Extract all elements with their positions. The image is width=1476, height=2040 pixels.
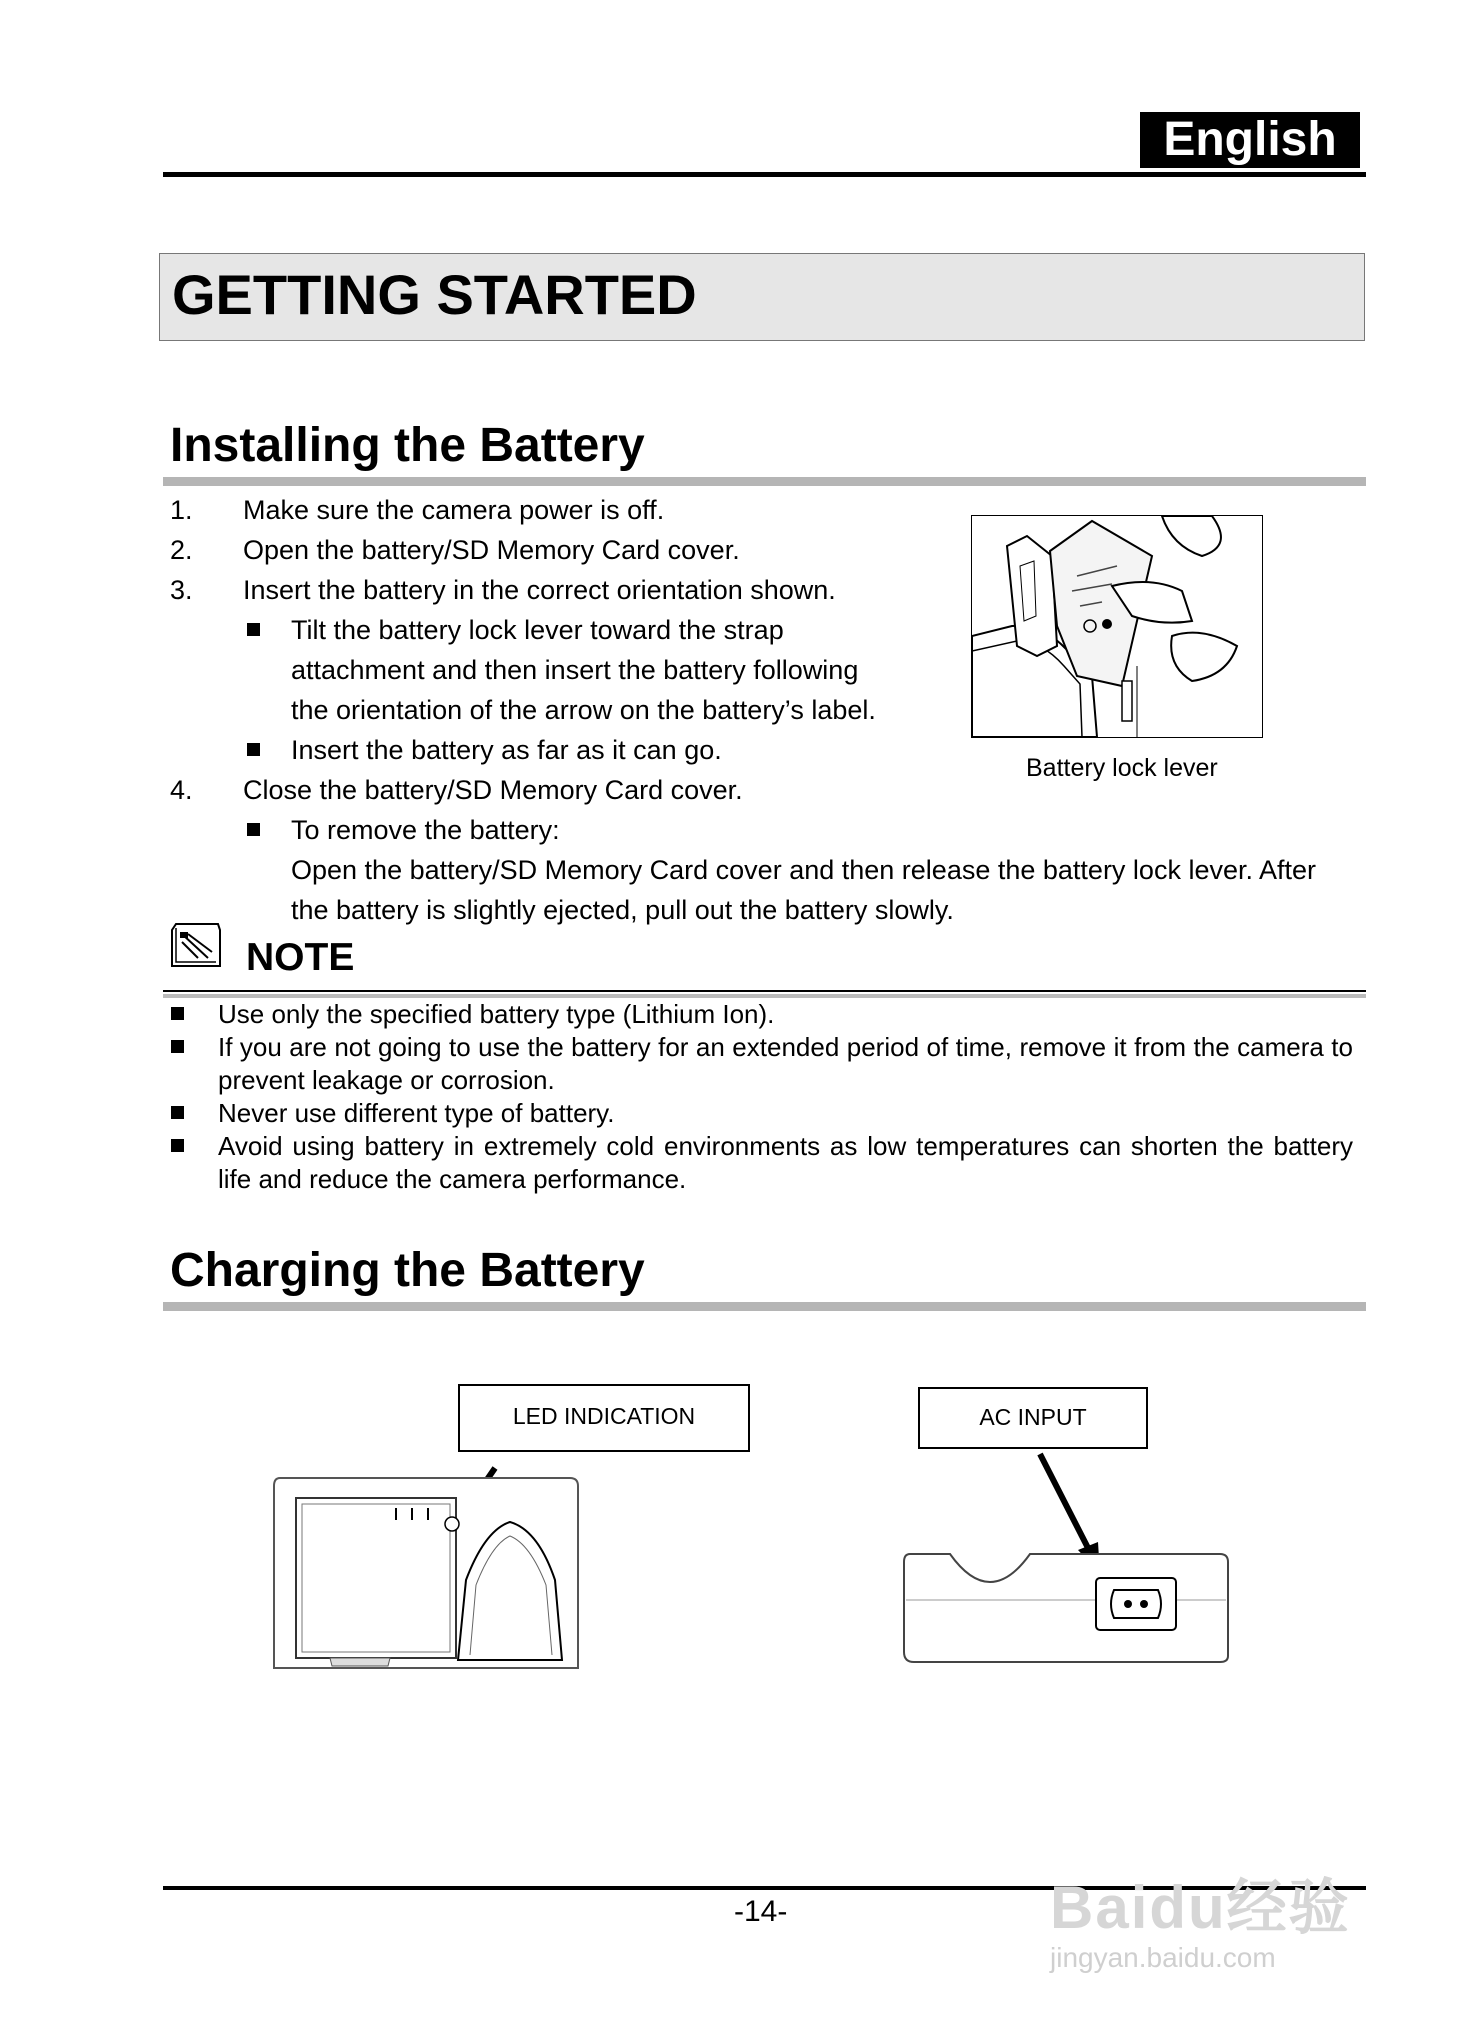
note-item-text: If you are not going to use the battery for an extended period of time, remove it from the camera to prevent leakage or corrosion.: [218, 1032, 1353, 1095]
bullet-icon: [247, 623, 260, 636]
led-indication-label: LED INDICATION: [458, 1384, 750, 1452]
page-title: GETTING STARTED: [172, 263, 697, 326]
camera-battery-illustration: [972, 516, 1262, 737]
header-rule: [163, 172, 1366, 177]
page-title-box: [159, 253, 1365, 341]
note-item: [163, 1130, 1353, 1196]
note-item: [163, 998, 1353, 1031]
language-tag: English: [1140, 112, 1360, 168]
section-rule-installing: [163, 477, 1366, 486]
bullet-line: the orientation of the arrow on the battery’s label.: [291, 695, 876, 725]
note-item: [163, 1097, 1353, 1130]
step-number: 1.: [170, 495, 193, 525]
section-heading-installing: Installing the Battery: [170, 419, 645, 472]
note-heading: NOTE: [246, 936, 355, 979]
bullet-icon: [247, 743, 260, 756]
step-number: 4.: [170, 775, 193, 805]
step-text: Open the battery/SD Memory Card cover.: [243, 535, 740, 565]
battery-install-figure: [971, 515, 1263, 738]
section-rule-charging: [163, 1302, 1366, 1311]
bullet-icon: [171, 1007, 184, 1020]
step-number: 2.: [170, 535, 193, 565]
note-item: [163, 1031, 1353, 1097]
bullet-line: attachment and then insert the battery following: [291, 655, 859, 685]
step-text: Make sure the camera power is off.: [243, 495, 665, 525]
note-list: [163, 998, 1353, 1196]
watermark-url: jingyan.baidu.com: [1050, 1942, 1276, 1973]
page-number: -14-: [734, 1895, 788, 1928]
figure-caption: Battery lock lever: [1026, 754, 1218, 782]
ac-input-label: AC INPUT: [918, 1387, 1148, 1449]
bullet-line: Tilt the battery lock lever toward the strap: [291, 615, 784, 645]
bullet-icon: [171, 1106, 184, 1119]
note-item-text: Never use different type of battery.: [218, 1098, 615, 1128]
step-text: Insert the battery in the correct orientation shown.: [243, 575, 836, 605]
charger-side-view: [900, 1450, 1240, 1680]
note-item-text: Use only the specified battery type (Lithium Ion).: [218, 999, 775, 1029]
bullet-line: the battery is slightly ejected, pull out the battery slowly.: [291, 895, 954, 925]
note-pad-icon: [168, 922, 224, 970]
note-rule-top: [163, 990, 1366, 992]
bullet-icon: [247, 823, 260, 836]
step-text: Close the battery/SD Memory Card cover.: [243, 775, 743, 805]
bullet-line: To remove the battery:: [291, 815, 560, 845]
charger-top-view: [270, 1460, 590, 1680]
watermark-brand: Baidu经验: [1050, 1874, 1351, 1941]
step-number: 3.: [170, 575, 193, 605]
note-item-text: Avoid using battery in extremely cold environments as low temperatures can shorten the battery life and reduce the camera performance.: [218, 1131, 1353, 1194]
bullet-icon: [171, 1139, 184, 1152]
section-heading-charging: Charging the Battery: [170, 1244, 645, 1297]
bullet-line: Open the battery/SD Memory Card cover and then release the battery lock lever. After: [291, 855, 1317, 885]
bullet-line: Insert the battery as far as it can go.: [291, 735, 722, 765]
bullet-icon: [171, 1040, 184, 1053]
